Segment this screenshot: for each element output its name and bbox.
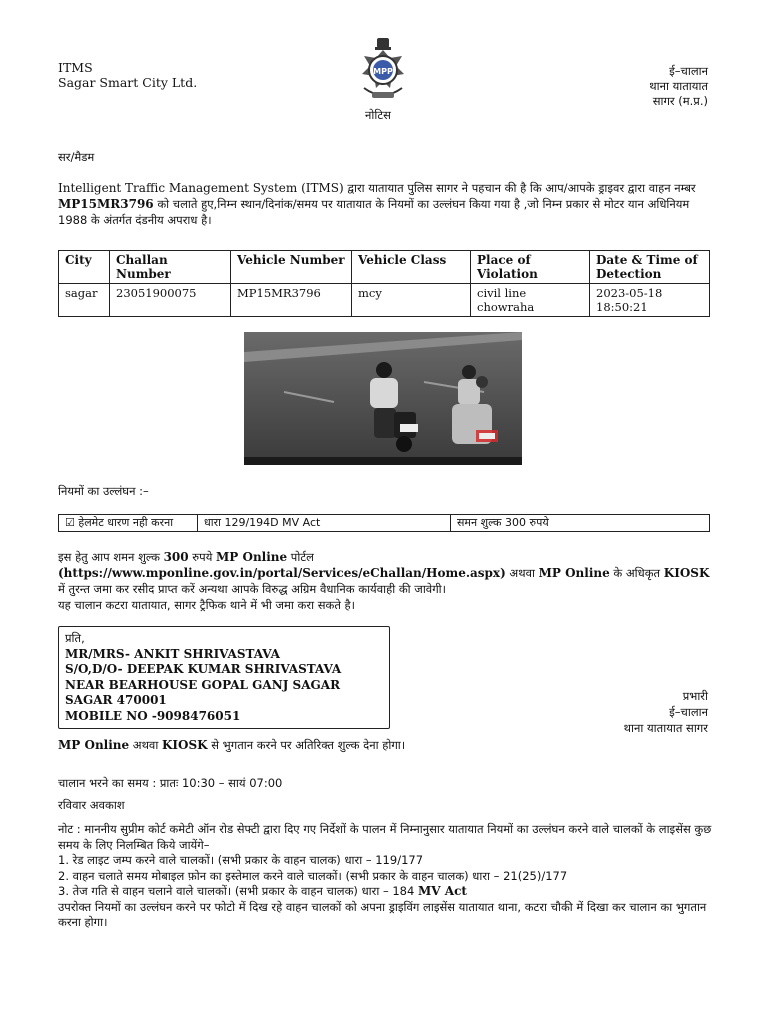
office-station: थाना यातायात — [649, 79, 708, 93]
note-item-3-act: MV Act — [417, 884, 467, 898]
intro-text-2: को चलाते हुए,निम्न स्थान/दिनांक/समय पर यातायात के नियमों का उल्लंघन किया गया है ,जो निम्न प्रकार से मोटर यान अधिनियम 1988 के अंतर्गत दंडनीय अपराध है। — [58, 197, 690, 227]
payment-text-1: इस हेतु आप शमन शुल्क — [58, 550, 164, 564]
challan-table — [58, 250, 710, 317]
col-place: Place of Violation — [471, 251, 590, 284]
cell-section: धारा 129/194D MV Act — [198, 515, 451, 532]
checkbox-checked-icon: ☑ — [65, 516, 75, 529]
intro-paragraph — [58, 180, 714, 228]
officer-station: थाना यातायात सागर — [623, 721, 708, 735]
cell-date: 2023-05-18 — [596, 286, 663, 300]
officer-block — [624, 688, 708, 736]
police-emblem-logo — [350, 36, 416, 106]
col-challan-number: Challan Number — [110, 251, 231, 284]
cell-place: civil line chowraha — [471, 284, 590, 317]
cell-time: 18:50:21 — [596, 300, 648, 314]
payment-paragraph — [58, 549, 718, 613]
table-row — [59, 515, 710, 532]
payment-note: यह चालान कटरा यातायात, सागर ट्रैफिक थाने में भी जमा करा सकते है। — [58, 598, 356, 612]
violation-photo — [244, 332, 522, 465]
note-item — [58, 884, 722, 900]
note-item-3-text: 3. तेज गति से वाहन चलाने वाले चालकों। (सभी प्रकार के वाहन चालक) धारा – 184 — [58, 884, 418, 898]
organization-block — [58, 60, 197, 90]
note-item: 2. वाहन चलाते समय मोबाइल फ़ोन का इस्तेमाल करने वाले चालकों। (सभी प्रकार के वाहन चालक) धारा – 21(25)/177 — [58, 868, 568, 883]
payment-amount: 300 — [163, 550, 189, 564]
note-closing: उपरोक्त नियमों का उल्लंघन करने पर फोटो में दिख रहे वाहन चालकों को अपना ड्राइविंग लाइसेंस यातायात थाना, कटरा चौकी में दिखा कर चालान का भुगतान करना होगा। — [58, 899, 707, 929]
challan-table-header-row — [59, 251, 710, 284]
intro-vehicle-number: MP15MR3796 — [58, 197, 154, 211]
violation-table — [58, 514, 710, 532]
office-city: सागर (म.प्र.) — [652, 94, 708, 108]
officer-title: प्रभारी — [682, 689, 708, 703]
cell-city: sagar — [59, 284, 110, 317]
payment-text-4: अथवा — [505, 566, 539, 580]
plate-1 — [400, 424, 418, 432]
salutation: सर/मैडम — [58, 150, 95, 164]
itms-name: Intelligent Traffic Management System (ITMS) — [58, 181, 344, 195]
address-parent: S/O,D/O- DEEPAK KUMAR SHRIVASTAVA — [65, 662, 342, 676]
col-date-time: Date & Time of Detection — [590, 251, 710, 284]
org-name: ITMS — [58, 60, 93, 75]
address-city: SAGAR 470001 — [65, 693, 167, 707]
violation-heading: नियमों का उल्लंघन :– — [58, 484, 149, 498]
col-vehicle-class: Vehicle Class — [352, 251, 471, 284]
payment-text-2: रुपये — [188, 550, 217, 564]
org-company: Sagar Smart City Ltd. — [58, 75, 198, 90]
note-block — [58, 822, 722, 931]
payment-text-3: पोर्टल — [287, 550, 314, 564]
offence-label: हेलमेट धारण नही करना — [78, 516, 174, 529]
payment-portal-link[interactable]: (https://www.mponline.gov.in/portal/Services/eChallan/Home.aspx) — [58, 566, 506, 580]
recipient-address-box — [58, 626, 390, 729]
extra-fee-text-1: अथवा — [129, 738, 162, 752]
office-block — [649, 64, 708, 109]
address-prefix: प्रति, — [65, 631, 85, 645]
cell-date-time — [590, 284, 710, 317]
address-mobile: MOBILE NO -9098476051 — [65, 708, 241, 723]
table-row — [59, 284, 710, 317]
officer-dept: ई–चालान — [669, 705, 708, 719]
kiosk-label: KIOSK — [663, 566, 710, 580]
kiosk-label-2: KIOSK — [161, 738, 208, 752]
mp-online-label: MP Online — [216, 550, 288, 564]
cell-vehicle-class: mcy — [352, 284, 471, 317]
extra-fee-note — [58, 738, 405, 753]
address-name: MR/MRS- ANKIT SHRIVASTAVA — [65, 646, 280, 661]
col-city: City — [59, 251, 110, 284]
note-item: 1. रेड लाइट जम्प करने वाले चालकों। (सभी प्रकार के वाहन चालक) धारा – 119/177 — [58, 853, 424, 867]
col-vehicle-number: Vehicle Number — [231, 251, 352, 284]
office-echallan: ई–चालान — [669, 64, 708, 78]
cell-fee: समन शुल्क 300 रुपये — [451, 515, 710, 532]
mp-online-label-3: MP Online — [58, 738, 130, 752]
note-intro: नोट : माननीय सुप्रीम कोर्ट कमेटी ऑन रोड सेफ्टी द्वारा दिए गए निर्देशों के पालन में निम्नानुसार यातायात नियमों का उल्लंघन करने वाले चालकों के लाइसेंस कुछ समय के लिए निलम्बित किये जायेंगे– — [58, 822, 712, 852]
payment-text-5: के अधिकृत — [609, 566, 664, 580]
extra-fee-text-2: से भुगतान करने पर अतिरिक्त शुल्क देना होगा। — [207, 738, 406, 752]
address-street: NEAR BEARHOUSE GOPAL GANJ SAGAR — [65, 677, 341, 692]
mp-online-label-2: MP Online — [538, 566, 610, 580]
emblem-text: MPP — [373, 67, 393, 76]
cell-challan-number: 23051900075 — [110, 284, 231, 317]
notice-title: नोटिस — [365, 108, 391, 122]
cell-vehicle-number: MP15MR3796 — [231, 284, 352, 317]
payment-hours: चालान भरने का समय : प्रातः 10:30 – सायं 07:00 — [58, 776, 283, 790]
intro-text-1: द्वारा यातायात पुलिस सागर ने पहचान की है कि आप/आपके ड्राइवर द्वारा वाहन नम्बर — [343, 181, 696, 195]
payment-text-6: में तुरन्त जमा कर रसीद प्राप्त करें अन्यथा आपके विरुद्ध अग्रिम वैधानिक कार्यवाही की जावेगी। — [58, 582, 447, 596]
timing-block — [58, 772, 282, 816]
cell-offence — [59, 515, 198, 532]
sunday-holiday: रविवार अवकाश — [58, 798, 125, 812]
